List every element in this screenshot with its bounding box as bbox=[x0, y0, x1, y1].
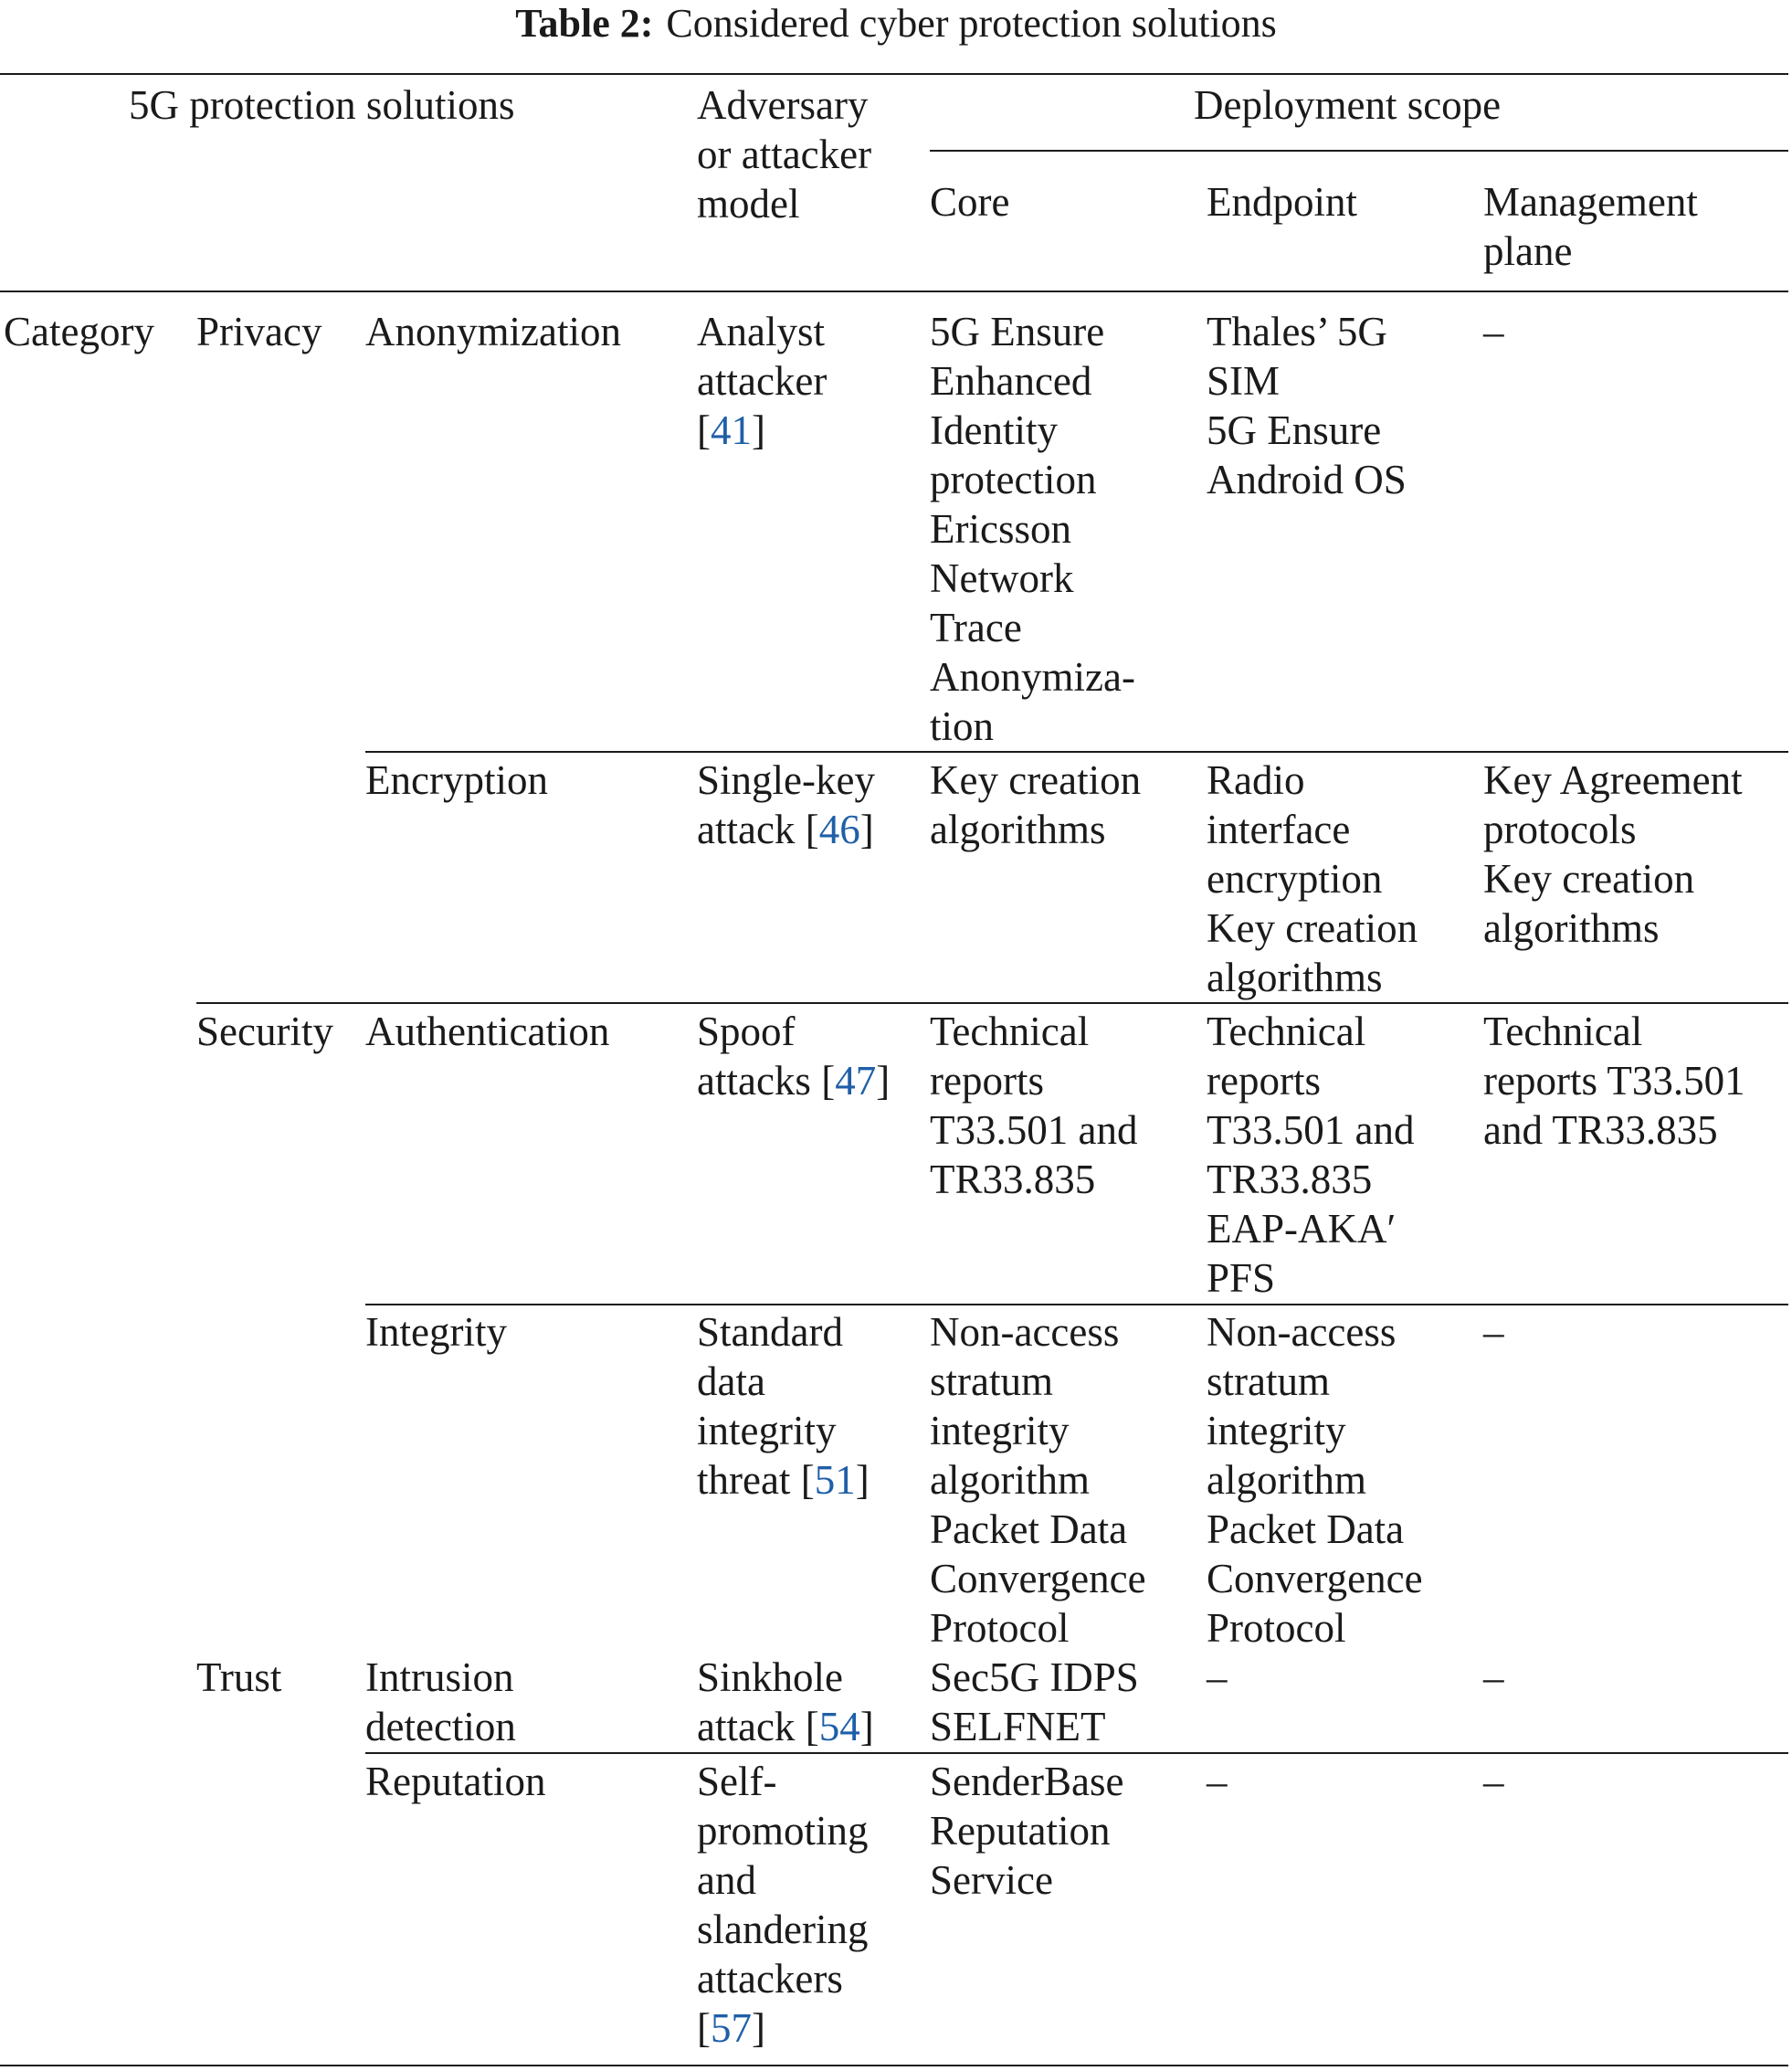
bottom-rule bbox=[0, 2065, 1788, 2066]
header-deployment-scope: Deployment scope bbox=[1194, 82, 1502, 128]
solution-integrity: Integrity bbox=[365, 1309, 507, 1355]
management-anonymization: – bbox=[1483, 309, 1504, 354]
core-line: protection bbox=[930, 457, 1097, 502]
core-anonymization bbox=[930, 307, 1135, 751]
endpoint-encryption bbox=[1207, 755, 1418, 1002]
header-adversary-line-2: or attacker bbox=[697, 132, 872, 177]
adversary-line: Sinkhole bbox=[697, 1654, 844, 1700]
core-line: SELFNET bbox=[930, 1704, 1106, 1749]
endpoint-line: Android OS bbox=[1207, 457, 1407, 502]
row-rule-reputation bbox=[365, 1752, 1788, 1754]
citation-line: attack [46] bbox=[697, 807, 874, 852]
core-line: Technical bbox=[930, 1009, 1090, 1054]
management-line: Key creation bbox=[1483, 856, 1695, 902]
solution-line: detection bbox=[365, 1704, 516, 1749]
row-label-category: Category bbox=[4, 309, 154, 354]
adversary-line: Self- bbox=[697, 1759, 777, 1804]
solution-encryption: Encryption bbox=[365, 757, 548, 803]
core-line: integrity bbox=[930, 1408, 1070, 1453]
endpoint-line: PFS bbox=[1207, 1255, 1276, 1301]
adversary-line: and bbox=[697, 1857, 756, 1903]
core-integrity bbox=[930, 1307, 1146, 1653]
category-security: Security bbox=[196, 1009, 333, 1054]
adversary-line: slandering bbox=[697, 1907, 869, 1952]
core-line: Anonymiza- bbox=[930, 654, 1135, 700]
solution-line: Intrusion bbox=[365, 1654, 514, 1700]
endpoint-line: algorithm bbox=[1207, 1457, 1366, 1503]
endpoint-line: 5G Ensure bbox=[1207, 407, 1382, 453]
adversary-reputation bbox=[697, 1757, 869, 2053]
endpoint-line: interface bbox=[1207, 807, 1351, 852]
core-line: Packet Data bbox=[930, 1506, 1128, 1552]
adversary-line: attacker bbox=[697, 358, 827, 404]
citation-line: [57] bbox=[697, 2005, 765, 2051]
management-line: algorithms bbox=[1483, 905, 1660, 951]
endpoint-intrusion-detection: – bbox=[1207, 1654, 1228, 1700]
row-rule-encryption bbox=[365, 751, 1788, 753]
citation-link[interactable]: 47 bbox=[835, 1058, 877, 1104]
adversary-line: Spoof bbox=[697, 1009, 796, 1054]
core-line: Reputation bbox=[930, 1808, 1111, 1854]
citation-line: threat [51] bbox=[697, 1457, 870, 1503]
endpoint-line: Protocol bbox=[1207, 1605, 1346, 1651]
header-management-line-1: Management bbox=[1483, 179, 1698, 225]
management-authentication bbox=[1483, 1007, 1745, 1155]
category-trust: Trust bbox=[196, 1654, 282, 1700]
citation-link[interactable]: 51 bbox=[814, 1457, 856, 1503]
core-line: algorithm bbox=[930, 1457, 1090, 1503]
management-integrity: – bbox=[1483, 1309, 1504, 1355]
endpoint-line: encryption bbox=[1207, 856, 1383, 902]
core-line: tion bbox=[930, 703, 995, 749]
core-line: Service bbox=[930, 1857, 1053, 1903]
core-line: Ericsson bbox=[930, 506, 1071, 552]
header-core: Core bbox=[930, 179, 1010, 225]
header-bottom-rule bbox=[0, 291, 1788, 292]
core-line: Key creation bbox=[930, 757, 1142, 803]
header-management-plane bbox=[1483, 177, 1698, 276]
adversary-ref-prefix: attack bbox=[697, 1704, 796, 1749]
endpoint-authentication bbox=[1207, 1007, 1414, 1303]
citation-link[interactable]: 54 bbox=[818, 1704, 860, 1749]
citation-line: attack [54] bbox=[697, 1704, 874, 1749]
management-line: Technical bbox=[1483, 1009, 1643, 1054]
management-intrusion-detection: – bbox=[1483, 1654, 1504, 1700]
endpoint-line: Non-access bbox=[1207, 1309, 1397, 1355]
endpoint-reputation: – bbox=[1207, 1759, 1228, 1804]
management-line: Key Agreement bbox=[1483, 757, 1743, 803]
adversary-authentication bbox=[697, 1007, 890, 1105]
caption-label: Table 2: bbox=[515, 1, 654, 46]
core-authentication bbox=[930, 1007, 1137, 1204]
management-encryption bbox=[1483, 755, 1743, 953]
citation-line: attacks [47] bbox=[697, 1058, 891, 1104]
caption-title: Considered cyber protection solutions bbox=[666, 1, 1277, 46]
citation-link[interactable]: 46 bbox=[818, 807, 860, 852]
header-endpoint: Endpoint bbox=[1207, 179, 1357, 225]
core-encryption bbox=[930, 755, 1141, 854]
management-line: and TR33.835 bbox=[1483, 1107, 1718, 1153]
core-line: Protocol bbox=[930, 1605, 1070, 1651]
core-line: TR33.835 bbox=[930, 1157, 1096, 1202]
citation-link[interactable]: 57 bbox=[711, 2005, 752, 2051]
endpoint-line: Packet Data bbox=[1207, 1506, 1405, 1552]
adversary-ref-prefix: attacks bbox=[697, 1058, 811, 1104]
core-line: algorithms bbox=[930, 807, 1106, 852]
endpoint-line: stratum bbox=[1207, 1358, 1330, 1404]
adversary-line: data bbox=[697, 1358, 765, 1404]
core-line: 5G Ensure bbox=[930, 309, 1105, 354]
solution-reputation: Reputation bbox=[365, 1759, 546, 1804]
endpoint-line: Radio bbox=[1207, 757, 1305, 803]
row-rule-integrity bbox=[365, 1304, 1788, 1305]
citation-link[interactable]: 41 bbox=[711, 407, 752, 453]
header-adversary-model bbox=[697, 80, 871, 228]
core-line: Enhanced bbox=[930, 358, 1092, 404]
category-privacy: Privacy bbox=[196, 309, 322, 354]
core-line: Identity bbox=[930, 407, 1058, 453]
solution-intrusion-detection bbox=[365, 1653, 516, 1751]
endpoint-line: T33.501 and bbox=[1207, 1107, 1415, 1153]
solution-anonymization: Anonymization bbox=[365, 309, 621, 354]
core-reputation bbox=[930, 1757, 1123, 1905]
adversary-line: Single-key bbox=[697, 757, 875, 803]
deployment-scope-rule bbox=[930, 150, 1788, 152]
core-line: SenderBase bbox=[930, 1759, 1124, 1804]
endpoint-integrity bbox=[1207, 1307, 1423, 1653]
endpoint-line: algorithms bbox=[1207, 955, 1383, 1000]
core-line: stratum bbox=[930, 1358, 1053, 1404]
adversary-line: Standard bbox=[697, 1309, 843, 1355]
endpoint-line: SIM bbox=[1207, 358, 1281, 404]
core-line: Non-access bbox=[930, 1309, 1120, 1355]
adversary-intrusion-detection bbox=[697, 1653, 874, 1751]
top-rule bbox=[0, 73, 1788, 75]
endpoint-line: Technical bbox=[1207, 1009, 1366, 1054]
endpoint-line: EAP-AKA′ bbox=[1207, 1206, 1397, 1252]
adversary-encryption bbox=[697, 755, 875, 854]
adversary-ref-prefix: threat bbox=[697, 1457, 791, 1503]
header-adversary-line-3: model bbox=[697, 181, 800, 227]
core-line: Network bbox=[930, 555, 1074, 601]
management-line: reports T33.501 bbox=[1483, 1058, 1745, 1104]
endpoint-line: Convergence bbox=[1207, 1556, 1423, 1601]
endpoint-line: TR33.835 bbox=[1207, 1157, 1373, 1202]
endpoint-line: reports bbox=[1207, 1058, 1321, 1104]
header-adversary-line-1: Adversary bbox=[697, 82, 869, 128]
adversary-line: attackers bbox=[697, 1956, 843, 2002]
adversary-line: promoting bbox=[697, 1808, 869, 1854]
management-reputation: – bbox=[1483, 1759, 1504, 1804]
endpoint-line: Key creation bbox=[1207, 905, 1418, 951]
header-protection-solutions: 5G protection solutions bbox=[129, 82, 515, 128]
core-line: Trace bbox=[930, 605, 1022, 650]
row-rule-security bbox=[196, 1002, 1788, 1004]
citation-line: [41] bbox=[697, 407, 765, 453]
adversary-anonymization bbox=[697, 307, 827, 455]
core-line: reports bbox=[930, 1058, 1044, 1104]
adversary-line: Analyst bbox=[697, 309, 825, 354]
solution-authentication: Authentication bbox=[365, 1009, 610, 1054]
endpoint-anonymization bbox=[1207, 307, 1407, 504]
core-intrusion-detection bbox=[930, 1653, 1139, 1751]
endpoint-line: Thales’ 5G bbox=[1207, 309, 1387, 354]
management-line: protocols bbox=[1483, 807, 1637, 852]
table-caption bbox=[0, 0, 1792, 48]
core-line: Convergence bbox=[930, 1556, 1146, 1601]
header-management-line-2: plane bbox=[1483, 228, 1573, 274]
core-line: T33.501 and bbox=[930, 1107, 1138, 1153]
adversary-integrity bbox=[697, 1307, 870, 1505]
adversary-line: integrity bbox=[697, 1408, 837, 1453]
core-line: Sec5G IDPS bbox=[930, 1654, 1139, 1700]
adversary-ref-prefix: attack bbox=[697, 807, 796, 852]
endpoint-line: integrity bbox=[1207, 1408, 1346, 1453]
